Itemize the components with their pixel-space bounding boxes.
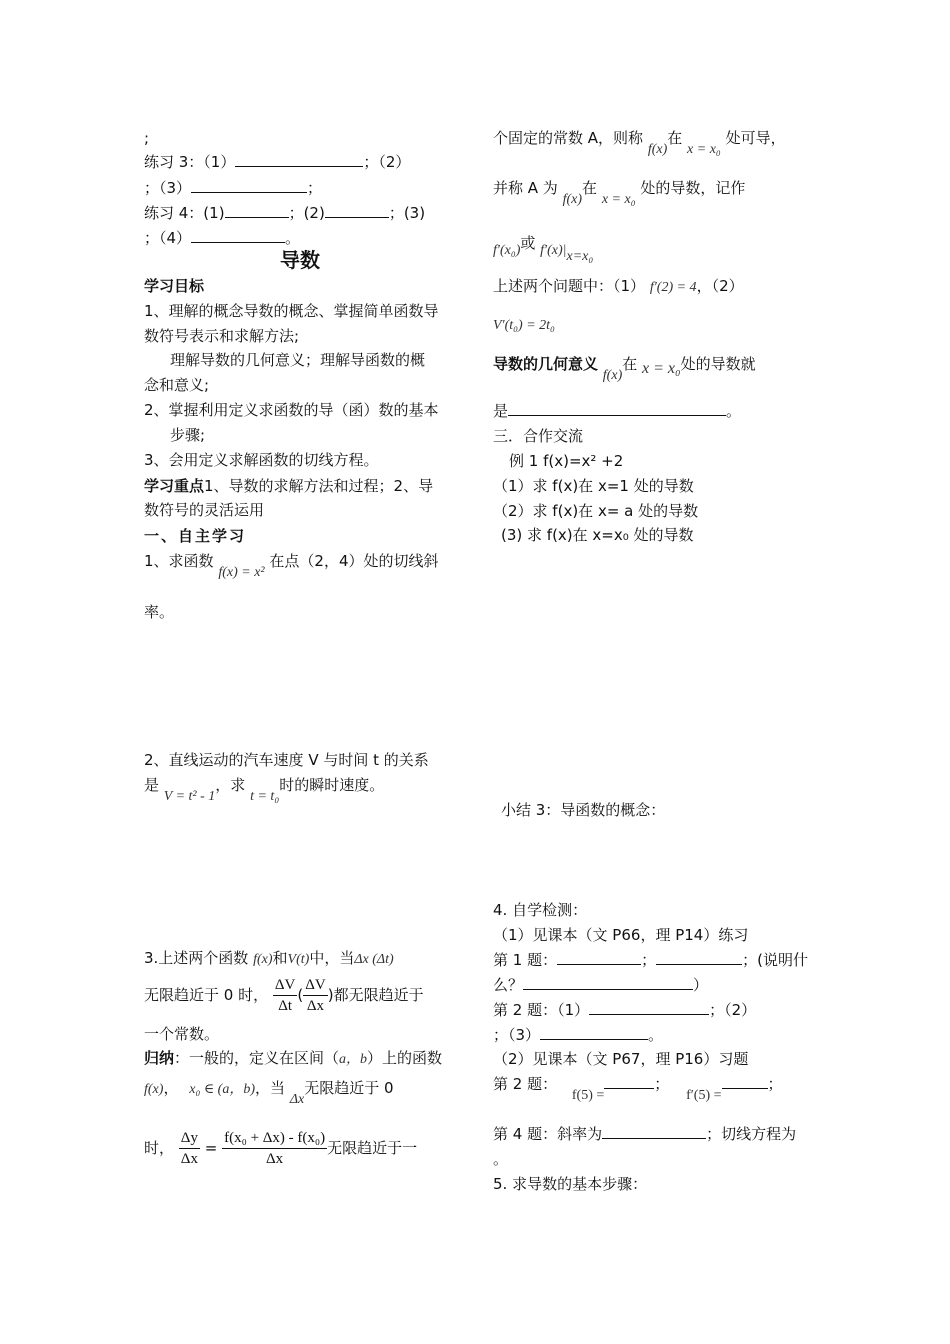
blank[interactable]	[508, 401, 726, 416]
exercise-3-line-2: ；（3） ；	[144, 179, 323, 197]
goal-1-cont: 念和意义;	[144, 376, 210, 394]
self-check: 4. 自学检测：	[493, 901, 588, 919]
self-check-line: 第 4 题：斜率为 ；切线方程为	[493, 1125, 797, 1143]
text-line: 。	[493, 1150, 509, 1168]
self-check-item: （1）见课本（文 P66，理 P14）练习	[493, 926, 749, 944]
blank[interactable]	[523, 975, 693, 990]
self-check-line: ；（3） 。	[493, 1026, 664, 1044]
exercise-4-line: 练习 4：(1) ；(2) ；(3)	[144, 204, 426, 222]
question-1: 1、求函数 f(x) = x² 在点（2，4）处的切线斜	[144, 552, 439, 580]
blank[interactable]	[191, 178, 307, 193]
goal-2-cont: 步骤;	[170, 426, 206, 444]
goal-heading: 学习目标	[144, 277, 205, 295]
self-check-line: 第 2 题： f(5) =； f′(5) =；	[493, 1075, 783, 1103]
question-2: 2、直线运动的汽车速度 V 与时间 t 的关系	[144, 751, 429, 769]
goal-2: 2、掌握利用定义求函数的导（函）数的基本	[144, 401, 439, 419]
blank[interactable]	[722, 1074, 768, 1089]
geometric-meaning-cont: 是 。	[493, 402, 742, 420]
summary-formula: 时， $\frac{\Delta y}{\Delta x}$ = $\frac{\text{f(x₀ + Δx) - f(x₀)}}{\Delta x}$ 无限趋近于一	[144, 1130, 418, 1167]
summary-line-2: f(x)， x₀ ∈ (a，b)，当 Δx无限趋近于 0	[144, 1079, 394, 1107]
question-3-end: 一个常数。	[144, 1025, 220, 1043]
exercise-4-line-2: ；（4） 。	[144, 229, 301, 247]
question-3: 3.上述两个函数 f(x)和V(t)中，当Δx (Δt)	[144, 949, 394, 967]
definition-line: 个固定的常数 A，则称 f(x)在 x = x₀ 处可导，	[493, 129, 786, 157]
text-line: ;	[144, 129, 150, 147]
self-check-line: 么？ ）	[493, 976, 709, 994]
example-1: 例 1 f(x)=x² +2	[509, 452, 624, 470]
goal-1-cont: 数符号表示和求解方法;	[144, 327, 300, 345]
answers-line-2: V′(t₀) = 2t₀	[493, 318, 555, 333]
blank[interactable]	[589, 1000, 709, 1015]
fraction: $\frac{\text{f(x₀ + Δx) - f(x₀)}}{\Delta x}$	[224, 1130, 326, 1167]
blank[interactable]	[235, 152, 363, 167]
blank[interactable]	[540, 1025, 648, 1040]
formula: f(x) = x²	[218, 565, 265, 580]
blank[interactable]	[325, 203, 389, 218]
section-heading: 三．合作交流	[493, 427, 584, 445]
exercise-3-line: 练习 3：（1） ；（2）	[144, 153, 411, 171]
blank[interactable]	[557, 950, 641, 965]
section-heading: 一、自主学习	[144, 527, 247, 545]
key-points: 学习重点1、导数的求解方法和过程；2、导	[144, 477, 434, 495]
fraction: $\frac{\Delta V}{\Delta x}$	[305, 977, 326, 1014]
fraction: $\frac{\Delta y}{\Delta x}$	[180, 1130, 198, 1167]
example-1-item: （1）求 f(x)在 x=1 处的导数	[493, 477, 694, 495]
page-title: 导数	[280, 248, 320, 272]
example-1-item: (3) 求 f(x)在 x=x₀ 处的导数	[501, 526, 694, 544]
formula: t = t₀	[250, 789, 280, 804]
blank[interactable]	[602, 1124, 706, 1139]
summary-3: 小结 3：导函数的概念：	[501, 801, 666, 819]
question-1-cont: 率。	[144, 603, 175, 621]
fraction: $\frac{\Delta V}{\Delta t}$	[274, 977, 296, 1014]
notation-line: f′(x₀)或 $f'(x)|_{x=x_0}$	[493, 234, 594, 264]
formula: V = t² - 1	[163, 789, 216, 804]
steps-heading: 5. 求导数的基本步骤：	[493, 1175, 648, 1193]
blank[interactable]	[225, 203, 289, 218]
answers-line: 上述两个问题中：（1） f′(2) = 4，（2）	[493, 277, 744, 295]
key-points-cont: 数符号的灵活运用	[144, 501, 265, 519]
blank[interactable]	[604, 1074, 654, 1089]
question-3-cont: 无限趋近于 0 时， $\frac{\Delta V}{\Delta t}$ ( $\frac{\Delta V}{\Delta x}$ )都无限趋近于	[144, 977, 424, 1014]
definition-line-2: 并称 A 为 f(x)在 x = x₀ 处的导数，记作	[493, 179, 746, 207]
blank[interactable]	[191, 228, 285, 243]
self-check-line: 第 2 题：（1） ；（2）	[493, 1001, 757, 1019]
goal-1-cont: 理解导数的几何意义；理解导函数的概	[170, 351, 426, 369]
question-2-cont: 是 V = t² - 1，求 t = t₀时的瞬时速度。	[144, 776, 385, 804]
goal-1: 1、理解的概念导数的概念、掌握简单函数导	[144, 302, 439, 320]
geometric-meaning: 导数的几何意义 f(x)在 x = x₀处的导数就	[493, 355, 756, 383]
summary-line: 归纳：一般的，定义在区间（a，b）上的函数	[144, 1049, 443, 1067]
self-check-line: 第 1 题： ； ；(说明什	[493, 951, 808, 969]
self-check-item: （2）见课本（文 P67，理 P16）习题	[493, 1050, 749, 1068]
goal-3: 3、会用定义求解函数的切线方程。	[144, 451, 379, 469]
example-1-item: （2）求 f(x)在 x= a 处的导数	[493, 502, 699, 520]
blank[interactable]	[656, 950, 742, 965]
